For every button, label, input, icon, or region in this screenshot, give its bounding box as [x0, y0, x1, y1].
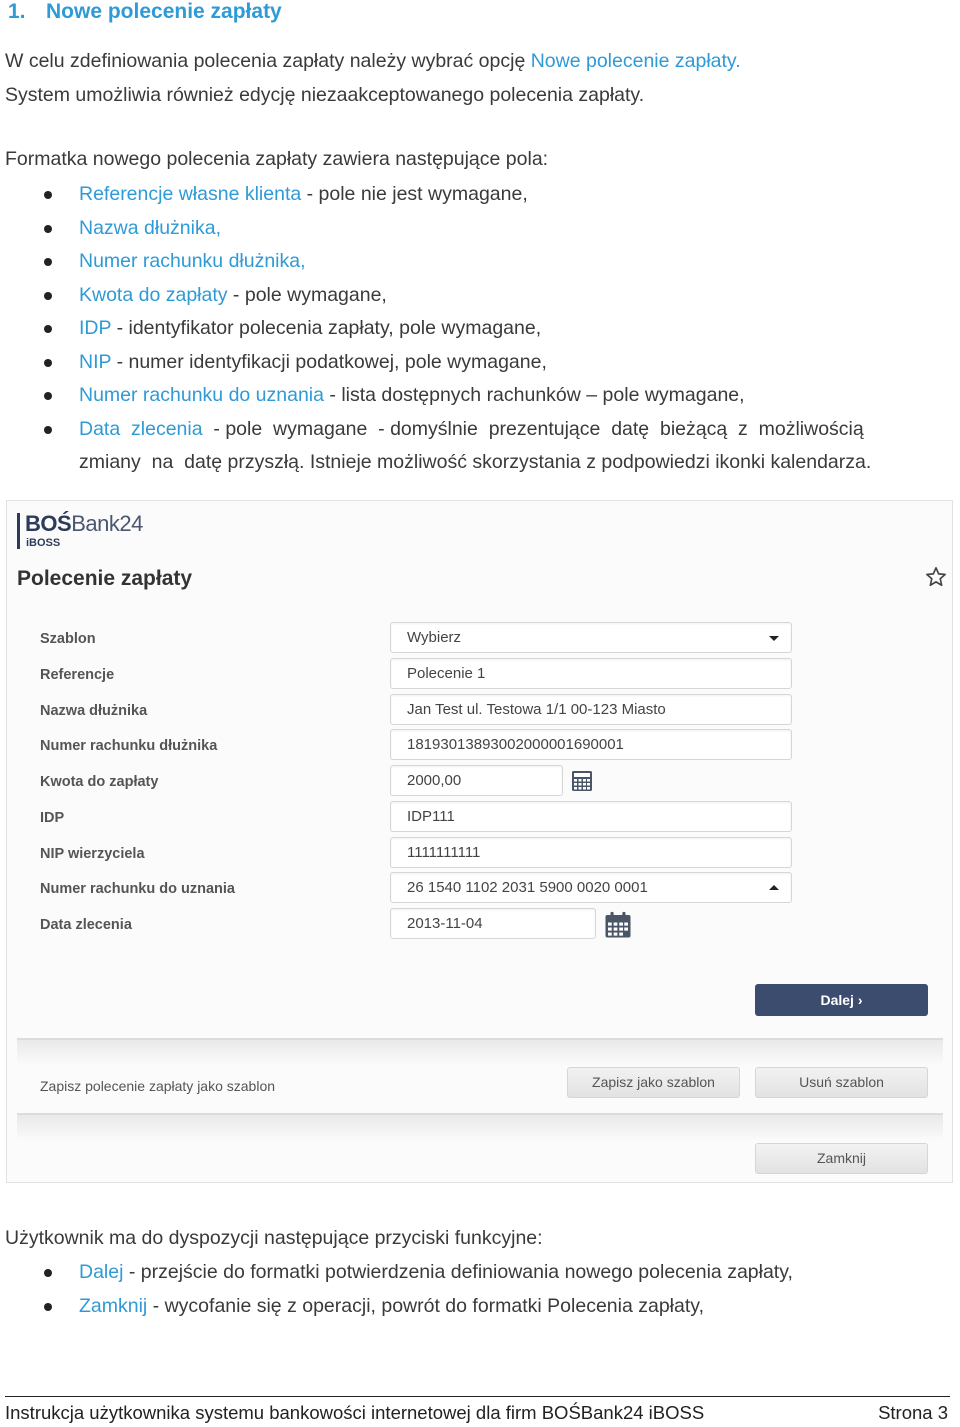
list-item: Zamknij - wycofanie się z operacji, powrót do formatki Polecenia zapłaty, [0, 1290, 960, 1324]
bullet-icon [44, 1303, 52, 1311]
nazwa-dluznika-input[interactable]: Jan Test ul. Testowa 1/1 00-123 Miasto [390, 694, 792, 725]
bullet-icon [44, 292, 52, 300]
chevron-down-icon [769, 636, 779, 641]
intro-link: Nowe polecenie zapłaty. [530, 50, 741, 72]
referencje-input[interactable]: Polecenie 1 [390, 658, 792, 689]
nip-input[interactable]: 1111111111 [390, 837, 792, 868]
list-item: Kwota do zapłaty - pole wymagane, [0, 279, 960, 313]
logo-sub: iBOSS [26, 537, 61, 549]
intro-line-1: W celu zdefiniowania polecenia zapłaty należy wybrać opcję Nowe polecenie zapłaty. [5, 50, 741, 72]
footer-divider [5, 1396, 950, 1397]
bullet-icon [44, 325, 52, 333]
idp-label: IDP [40, 810, 65, 826]
bullet-icon [44, 258, 52, 266]
idp-input[interactable]: IDP111 [390, 801, 792, 832]
list-item: Referencje własne klienta - pole nie jest wymagane, [0, 178, 960, 212]
delete-template-button[interactable]: Usuń szablon [755, 1067, 928, 1098]
nip-label: NIP wierzyciela [40, 846, 145, 862]
calendar-icon[interactable] [603, 910, 633, 940]
bullet-icon [44, 426, 52, 434]
logo-bar [17, 513, 20, 549]
buttons-intro: Użytkownik ma do dyspozycji następujące przyciski funkcyjne: [5, 1227, 543, 1249]
nazwa-dluznika-label: Nazwa dłużnika [40, 703, 148, 719]
bullet-icon [44, 1269, 52, 1277]
zamknij-button[interactable]: Zamknij [755, 1143, 928, 1174]
calculator-icon[interactable] [570, 769, 594, 793]
numer-rachunku-dluznika-label: Numer rachunku dłużnika [40, 738, 218, 754]
fields-list [0, 178, 960, 480]
kwota-input[interactable]: 2000,00 [390, 765, 563, 796]
szablon-label: Szablon [40, 631, 96, 647]
page-title: Polecenie zapłaty [17, 567, 193, 590]
section-title: Nowe polecenie zapłaty [46, 0, 282, 23]
buttons-list [0, 1256, 960, 1323]
szablon-select[interactable]: Wybierz [390, 622, 792, 653]
list-item: Dalej - przejście do formatki potwierdzenia definiowania nowego polecenia zapłaty, [0, 1256, 960, 1290]
chevron-up-icon [769, 885, 779, 890]
intro-line-2: System umożliwia również edycję niezaakceptowanego polecenia zapłaty. [5, 84, 645, 106]
save-template-button[interactable]: Zapisz jako szablon [567, 1067, 740, 1098]
bullet-icon [44, 359, 52, 367]
bullet-icon [44, 191, 52, 199]
footer-title: Instrukcja użytkownika systemu bankowości internetowej dla firm BOŚBank24 iBOSS [5, 1402, 705, 1423]
section-number: 1. [8, 0, 26, 23]
dalej-button[interactable]: Dalej › [755, 984, 928, 1016]
section-heading [8, 0, 282, 24]
app-screenshot: BOŚBank24 iBOSS Polecenie zapłaty Szablon Wybierz Referencje Polecenie 1 Nazwa dłużnika Jan Test ul. Testowa 1/1 00-123 Miasto Numer rachunku dłużnika 18193013893002000001690001 Kwota do zapłaty 2000,00 IDP IDP111 NIP wierzyciela 1111111111 Numer rachunku do uznania 26 1540 1102 2031 5900 0020 0001 Data zlecenia 2013-11-04 Dalej › Zapisz polecenie zapłaty jako szablon Zapisz jako szablon Usuń szablon Zamknij [6, 500, 953, 1183]
page-number: Strona 3 [878, 1402, 948, 1423]
star-icon[interactable] [925, 566, 947, 588]
kwota-label: Kwota do zapłaty [40, 774, 159, 790]
numer-rachunku-dluznika-input[interactable]: 18193013893002000001690001 [390, 729, 792, 760]
data-zlecenia-label: Data zlecenia [40, 917, 132, 933]
fields-intro: Formatka nowego polecenia zapłaty zawiera następujące pola: [5, 148, 549, 170]
list-item: Nazwa dłużnika, [0, 212, 960, 246]
list-item: Data zlecenia - pole wymagane - domyślnie prezentujące datę bieżącą z możliwością [0, 413, 960, 447]
save-template-label: Zapisz polecenie zapłaty jako szablon [40, 1078, 276, 1094]
data-zlecenia-input[interactable]: 2013-11-04 [390, 908, 596, 939]
list-item: NIP - numer identyfikacji podatkowej, pole wymagane, [0, 346, 960, 380]
referencje-label: Referencje [40, 667, 115, 683]
list-item: IDP - identyfikator polecenia zapłaty, pole wymagane, [0, 312, 960, 346]
rachunek-uznania-select[interactable]: 26 1540 1102 2031 5900 0020 0001 [390, 872, 792, 903]
list-item: Numer rachunku do uznania - lista dostępnych rachunków – pole wymagane, [0, 379, 960, 413]
bullet-icon [44, 392, 52, 400]
list-item: Numer rachunku dłużnika, [0, 245, 960, 279]
rachunek-uznania-label: Numer rachunku do uznania [40, 881, 235, 897]
section-divider [17, 1113, 943, 1141]
section-divider [17, 1038, 943, 1066]
chevron-right-icon: › [857, 992, 863, 1008]
list-item-continuation: zmiany na datę przyszłą. Istnieje możliwość skorzystania z podpowiedzi ikonki kalendarza. [79, 451, 872, 473]
bullet-icon [44, 225, 52, 233]
